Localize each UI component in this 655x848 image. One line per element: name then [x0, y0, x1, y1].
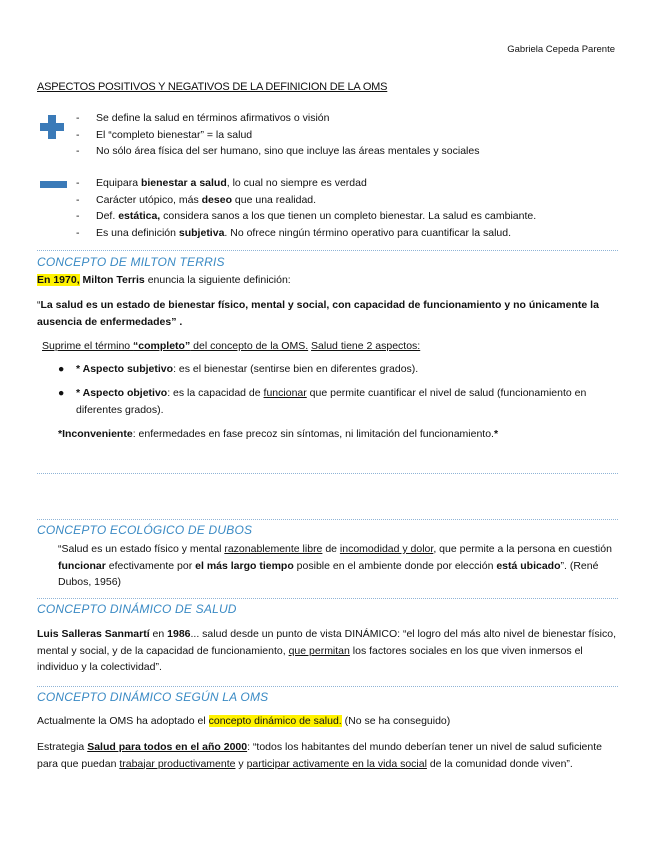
oms-estrategia: Estrategia Salud para todos en el año 2000: “todos los habitantes del mundo deberían tener un nivel de salud suficiente para que puedan trabajar productivamente y participar activamente en la vida social de la comunidad donde viven”.	[37, 741, 602, 770]
terris-suprime: Suprime el término “completo” del concepto de la OMS. Salud tiene 2 aspectos:	[42, 340, 421, 352]
section-heading-oms: CONCEPTO DINÁMICO SEGÚN LA OMS	[37, 690, 269, 704]
section-heading-dinamico: CONCEPTO DINÁMICO DE SALUD	[37, 602, 237, 616]
dubos-quote: “Salud es un estado físico y mental razonablemente libre de incomodidad y dolor, que permite a la persona en cuestión funcionar efectivamente por el más largo tiempo posible en el ambiente donde por elección está ubicado”. (René Dubos, 1956)	[58, 543, 612, 588]
dinamico-text: Luis Salleras Sanmartí en 1986... salud desde un punto de vista DINÁMICO: “el logro del más alto nivel de bienestar físico, mental y social, y de la capacidad de funcionamiento, que permitan los factores sociales en los que viven inmersos el individuo y la colectividad”.	[37, 628, 616, 673]
positives-list	[76, 110, 479, 160]
page-title: ASPECTOS POSITIVOS Y NEGATIVOS DE LA DEFINICION DE LA OMS	[37, 81, 388, 93]
bullet-icon: ●	[58, 363, 65, 375]
divider	[37, 686, 618, 687]
list-item: - No sólo área física del ser humano, sino que incluye las áreas mentales y sociales	[76, 143, 479, 160]
divider	[37, 473, 618, 474]
bullet-icon: ●	[58, 387, 65, 399]
list-item: - Carácter utópico, más deseo que una realidad.	[76, 192, 536, 209]
terris-inconveniente: *Inconveniente: enfermedades en fase precoz sin síntomas, ni limitación del funcionamiento.*	[58, 428, 499, 440]
terris-intro: En 1970, Milton Terris enuncia la siguiente definición:	[37, 274, 291, 286]
list-item: - Es una definición subjetiva. No ofrece ningún término operativo para cuantificar la salud.	[76, 225, 536, 242]
terris-bullet-objetivo: ● * Aspecto objetivo: es la capacidad de funcionar que permite cuantificar el nivel de salud (funcionamiento en diferentes grados).	[58, 387, 587, 416]
minus-icon	[40, 181, 67, 188]
divider	[37, 250, 618, 251]
list-item: - Equipara bienestar a salud, lo cual no siempre es verdad	[76, 175, 536, 192]
oms-actual: Actualmente la OMS ha adoptado el concepto dinámico de salud. (No se ha conseguido)	[37, 715, 451, 727]
list-item: - Se define la salud en términos afirmativos o visión	[76, 110, 479, 127]
list-item: - El “completo bienestar” = la salud	[76, 127, 479, 144]
negatives-list	[76, 175, 536, 241]
divider	[37, 519, 618, 520]
section-heading-terris: CONCEPTO DE MILTON TERRIS	[37, 255, 225, 269]
divider	[37, 598, 618, 599]
list-item: - Def. estática, considera sanos a los que tienen un completo bienestar. La salud es cambiante.	[76, 208, 536, 225]
plus-icon	[40, 115, 64, 139]
section-heading-dubos: CONCEPTO ECOLÓGICO DE DUBOS	[37, 523, 253, 537]
terris-quote: “La salud es un estado de bienestar físico, mental y social, con capacidad de funcionamiento y no únicamente la ausencia de enfermedades” .	[37, 299, 599, 328]
author-name: Gabriela Cepeda Parente	[507, 44, 615, 55]
